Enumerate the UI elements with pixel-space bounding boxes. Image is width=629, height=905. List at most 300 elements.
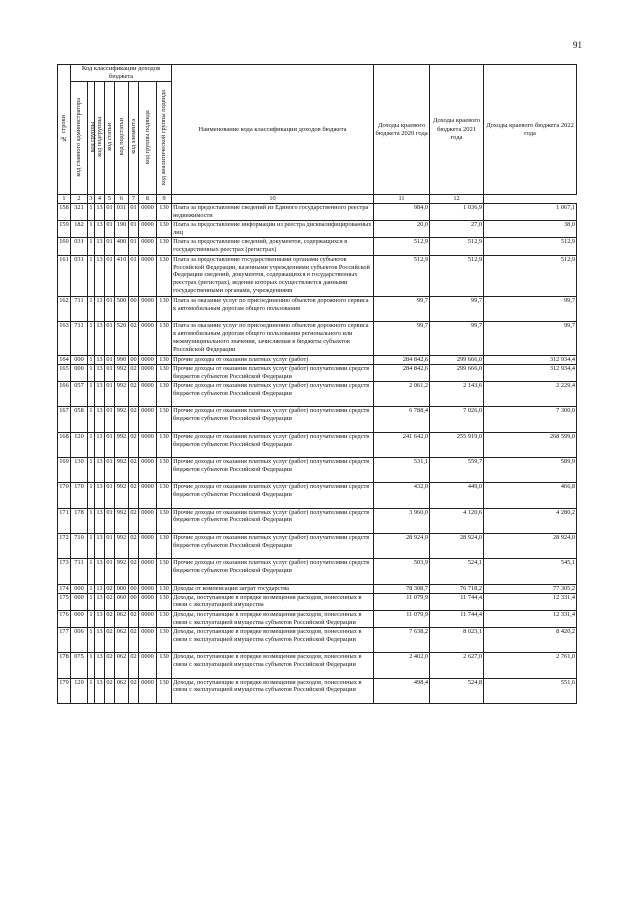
column-number: 11 xyxy=(374,195,430,204)
code-cell: 13 xyxy=(95,508,105,533)
code-cell: 130 xyxy=(157,364,172,381)
code-cell: 992 xyxy=(115,483,129,508)
row-number-cell: 164 xyxy=(59,355,69,363)
code-cell: 178 xyxy=(71,508,88,533)
code-cell: 182 xyxy=(71,221,88,238)
table-row xyxy=(58,483,577,508)
code-cell: 031 xyxy=(71,255,88,297)
code-cell: 01 xyxy=(129,221,139,238)
code-cell: 01 xyxy=(129,255,139,297)
table-row xyxy=(58,533,577,558)
code-cell: 13 xyxy=(95,297,105,322)
code-cell: 992 xyxy=(115,382,129,407)
code-cell: 1 xyxy=(88,221,95,238)
table-row xyxy=(58,255,577,297)
revenue-name-cell: Доходы, поступающие в порядке возмещения расходов, понесенных в связи с эксплуатацией имущества xyxy=(172,593,374,610)
code-cell: 02 xyxy=(129,653,139,678)
code-cell: 13 xyxy=(95,364,105,381)
code-cell: 13 xyxy=(95,593,105,610)
code-cell: 13 xyxy=(95,204,105,221)
value-2020-cell: 531,1 xyxy=(374,458,430,483)
row-number-cell: 178 xyxy=(58,653,71,678)
code-cell: 060 xyxy=(115,593,129,610)
code-cell: 058 xyxy=(71,407,88,432)
value-2020-cell: 503,9 xyxy=(374,559,430,584)
revenue-name-cell: Прочие доходы от оказания платных услуг (работ) получателями средств бюджетов субъектов Российской Федерации xyxy=(172,533,374,558)
table-row xyxy=(58,627,577,652)
code-cell: 02 xyxy=(105,627,115,652)
row-number-cell: 166 xyxy=(58,382,71,407)
row-number-cell: 158 xyxy=(58,204,71,221)
header-code-admin: код главного администратора xyxy=(71,82,88,195)
code-cell: 130 xyxy=(157,204,172,221)
row-number-cell: 159 xyxy=(58,221,71,238)
revenue-name-cell: Доходы, поступающие в порядке возмещения расходов, понесенных в связи с эксплуатацией имущества субъектов Российской Федерации xyxy=(172,653,374,678)
value-2021-cell: 449,0 xyxy=(430,483,484,508)
code-cell: 13 xyxy=(95,533,105,558)
code-cell: 01 xyxy=(105,407,115,432)
column-number: 12 xyxy=(430,195,484,204)
code-cell: 01 xyxy=(105,297,115,322)
code-cell: 01 xyxy=(105,221,115,238)
code-cell: 02 xyxy=(129,407,139,432)
code-cell: 13 xyxy=(95,255,105,297)
code-cell: 13 xyxy=(95,221,105,238)
code-cell: 13 xyxy=(95,610,105,627)
value-2022-cell: 551,6 xyxy=(484,678,577,703)
column-number: 1 xyxy=(58,195,71,204)
code-cell: 075 xyxy=(71,653,88,678)
row-number-cell: 161 xyxy=(58,255,71,297)
table-row xyxy=(58,653,577,678)
value-2021-cell: 11 744,4 xyxy=(430,610,484,627)
code-cell: 02 xyxy=(129,508,139,533)
code-cell: 0000 xyxy=(139,204,157,221)
row-number-cell: 169 xyxy=(58,458,71,483)
revenue-name-cell: Плата за предоставление государственными органами субъектов Российской Федерации, казенными учреждениями субъектов Российской Федерации сведений, документов, содержащихся в государственных реестрах (регистрах), ведение которых осуществляется данными государственными органами, учреждениями xyxy=(172,255,374,297)
code-cell: 1 xyxy=(88,322,95,355)
table-row xyxy=(58,407,577,432)
header-year-2022: Доходы краевого бюджета 2022 года xyxy=(484,65,577,195)
code-cell: 01 xyxy=(129,238,139,255)
code-cell: 02 xyxy=(129,382,139,407)
code-cell: 02 xyxy=(129,559,139,584)
code-cell: 13 xyxy=(95,678,105,703)
code-cell: 1 xyxy=(88,458,95,483)
column-number-row xyxy=(58,195,577,204)
revenue-name-cell: Прочие доходы от оказания платных услуг (работ) получателями средств бюджетов субъектов Российской Федерации xyxy=(172,382,374,407)
value-2020-cell: 241 642,0 xyxy=(374,432,430,457)
row-number-cell: 177 xyxy=(58,627,71,652)
value-2020-cell: 3 960,0 xyxy=(374,508,430,533)
code-cell: 02 xyxy=(129,364,139,381)
code-cell: 1 xyxy=(89,584,93,592)
code-cell: 1 xyxy=(88,238,95,255)
header-row-number-label: № строки xyxy=(60,114,68,142)
code-cell: 130 xyxy=(157,627,172,652)
revenue-name-cell: Плата за предоставление сведений из Единого государственного реестра недвижимости xyxy=(172,204,374,221)
value-2022-cell: 12 331,4 xyxy=(484,610,577,627)
code-cell: 062 xyxy=(115,627,129,652)
code-cell: 130 xyxy=(157,322,172,355)
value-2020-cell: 11 079,9 xyxy=(374,610,430,627)
revenue-name-cell: Прочие доходы от оказания платных услуг (работ) получателями средств бюджетов субъектов Российской Федерации xyxy=(172,559,374,584)
code-cell: 02 xyxy=(106,584,113,592)
code-cell: 130 xyxy=(157,678,172,703)
value-2021-cell: 27,0 xyxy=(430,221,484,238)
code-cell: 00 xyxy=(129,593,139,610)
code-cell: 01 xyxy=(105,432,115,457)
code-cell: 992 xyxy=(115,533,129,558)
table-row xyxy=(58,584,577,593)
value-2022-cell: 268 599,0 xyxy=(484,432,577,457)
code-cell: 1 xyxy=(88,407,95,432)
table-row xyxy=(58,221,577,238)
code-cell: 1 xyxy=(88,483,95,508)
header-code-subgroup: код подгруппы xyxy=(95,82,105,195)
revenue-name-cell: Прочие доходы от оказания платных услуг (работ) получателями средств бюджетов субъектов Российской Федерации xyxy=(172,508,374,533)
code-cell: 0000 xyxy=(139,584,157,593)
code-cell: 130 xyxy=(157,584,172,593)
code-cell: 992 xyxy=(115,364,129,381)
code-cell: 130 xyxy=(157,483,172,508)
code-cell: 031 xyxy=(71,238,88,255)
value-2021-cell: 7 026,0 xyxy=(430,407,484,432)
value-2022-cell: 512,9 xyxy=(484,255,577,297)
column-number: 6 xyxy=(115,195,129,204)
code-cell: 13 xyxy=(95,627,105,652)
code-cell: 0000 xyxy=(139,627,157,652)
code-cell: 02 xyxy=(129,322,139,355)
value-2022-cell: 99,7 xyxy=(484,297,577,322)
code-cell: 710 xyxy=(71,533,88,558)
code-cell: 000 xyxy=(71,593,88,610)
row-number-cell: 162 xyxy=(58,297,71,322)
header-name: Наименование кода классификации доходов бюджета xyxy=(172,65,374,195)
code-cell: 992 xyxy=(115,559,129,584)
revenue-name-cell: Прочие доходы от оказания платных услуг (работ) получателями средств бюджетов субъектов Российской Федерации xyxy=(172,483,374,508)
value-2020-cell: 2 061,2 xyxy=(374,382,430,407)
code-cell: 1 xyxy=(89,355,93,363)
revenue-name-cell: Плата за предоставление сведений, документов, содержащихся в государственных реестрах (регистрах) xyxy=(172,238,374,255)
column-number: 10 xyxy=(172,195,374,204)
value-2022-cell: 312 934,4 xyxy=(484,364,577,381)
code-cell: 0000 xyxy=(139,432,157,457)
value-2021-cell: 559,7 xyxy=(430,458,484,483)
table-row xyxy=(58,432,577,457)
value-2020-cell: 99,7 xyxy=(374,297,430,322)
header-code-group: Код классификации доходов бюджета xyxy=(71,65,172,82)
code-cell: 1 xyxy=(88,255,95,297)
code-cell: 02 xyxy=(105,678,115,703)
value-2020-cell: 284 842,6 xyxy=(374,355,430,364)
value-2022-cell: 2 761,0 xyxy=(484,653,577,678)
row-number-cell: 165 xyxy=(58,364,71,381)
value-2021-cell: 299 666,0 xyxy=(430,364,484,381)
code-cell: 000 xyxy=(71,355,88,364)
code-cell: 711 xyxy=(71,297,88,322)
header-code-subtype-group: код группы подвида xyxy=(139,82,157,195)
row-number-cell: 172 xyxy=(58,533,71,558)
code-cell: 02 xyxy=(129,458,139,483)
code-cell: 130 xyxy=(157,653,172,678)
code-cell: 00 xyxy=(130,584,137,592)
row-number-cell: 163 xyxy=(58,322,71,355)
value-2021-cell: 11 744,4 xyxy=(430,593,484,610)
code-cell: 520 xyxy=(115,322,129,355)
code-cell: 130 xyxy=(157,508,172,533)
code-cell: 02 xyxy=(105,593,115,610)
header-code-analytic-group: код аналитической группы подвида xyxy=(157,82,172,195)
code-cell: 02 xyxy=(105,610,115,627)
code-cell: 130 xyxy=(157,407,172,432)
code-cell: 400 xyxy=(115,238,129,255)
revenue-name-cell: Прочие доходы от оказания платных услуг (работ) получателями средств бюджетов субъектов Российской Федерации xyxy=(172,407,374,432)
code-cell: 02 xyxy=(129,432,139,457)
code-cell: 01 xyxy=(105,204,115,221)
code-cell: 006 xyxy=(71,627,88,652)
value-2022-cell: 545,1 xyxy=(484,559,577,584)
code-cell: 0000 xyxy=(139,382,157,407)
code-cell: 130 xyxy=(71,458,88,483)
value-2021-cell: 1 036,9 xyxy=(430,204,484,221)
code-cell: 130 xyxy=(157,297,172,322)
code-cell: 0000 xyxy=(139,610,157,627)
value-2020-cell: 6 788,4 xyxy=(374,407,430,432)
value-2022-cell: 28 924,0 xyxy=(484,533,577,558)
value-2022-cell: 99,7 xyxy=(484,322,577,355)
code-cell: 02 xyxy=(105,653,115,678)
header-code-element: код элемента xyxy=(129,82,139,195)
header-code-group-col: код группы xyxy=(88,82,95,195)
revenue-name-cell: Прочие доходы от оказания платных услуг (работ) xyxy=(172,355,374,364)
value-2022-cell: 77 305,2 xyxy=(484,584,577,593)
code-cell: 130 xyxy=(157,458,172,483)
table-row xyxy=(58,382,577,407)
code-cell: 1 xyxy=(88,432,95,457)
code-cell: 01 xyxy=(105,483,115,508)
code-cell: 1 xyxy=(88,508,95,533)
revenue-name-cell: Доходы, поступающие в порядке возмещения расходов, понесенных в связи с эксплуатацией имущества субъектов Российской Федерации xyxy=(172,678,374,703)
code-cell: 130 xyxy=(157,593,172,610)
value-2020-cell: 284 842,6 xyxy=(374,364,430,381)
revenue-name-cell: Доходы, поступающие в порядке возмещения расходов, понесенных в связи с эксплуатацией имущества субъектов Российской Федерации xyxy=(172,627,374,652)
table-body xyxy=(58,204,577,704)
value-2022-cell: 38,0 xyxy=(484,221,577,238)
value-2022-cell: 512,9 xyxy=(484,238,577,255)
code-cell: 0000 xyxy=(139,221,157,238)
value-2020-cell: 432,0 xyxy=(374,483,430,508)
code-cell: 170 xyxy=(71,483,88,508)
code-cell: 130 xyxy=(157,255,172,297)
table-row xyxy=(58,508,577,533)
column-number: 4 xyxy=(95,195,105,204)
code-cell: 0000 xyxy=(139,533,157,558)
code-cell: 02 xyxy=(129,627,139,652)
code-cell: 057 xyxy=(71,382,88,407)
table-row xyxy=(58,559,577,584)
code-cell: 02 xyxy=(129,483,139,508)
value-2021-cell: 8 023,1 xyxy=(430,627,484,652)
code-cell: 02 xyxy=(129,678,139,703)
table-row xyxy=(58,355,577,364)
code-cell: 992 xyxy=(115,432,129,457)
row-number-cell: 170 xyxy=(58,483,71,508)
table-row xyxy=(58,610,577,627)
code-cell: 13 xyxy=(95,559,105,584)
header-code-article: код статьи xyxy=(105,82,115,195)
value-2021-cell: 99,7 xyxy=(430,297,484,322)
code-cell: 0000 xyxy=(139,653,157,678)
code-cell: 000 xyxy=(71,584,88,593)
value-2021-cell: 2 627,0 xyxy=(430,653,484,678)
code-cell: 1 xyxy=(88,533,95,558)
code-cell: 01 xyxy=(105,559,115,584)
code-cell: 711 xyxy=(71,322,88,355)
code-cell: 190 xyxy=(115,221,129,238)
code-cell: 120 xyxy=(71,678,88,703)
row-number-cell: 174 xyxy=(59,584,69,592)
code-cell: 13 xyxy=(95,407,105,432)
header-code-subarticle: код подстатьи xyxy=(115,82,129,195)
code-cell: 1 xyxy=(88,382,95,407)
table-row xyxy=(58,204,577,221)
table-row xyxy=(58,458,577,483)
page-number: 91 xyxy=(573,40,582,50)
code-cell: 992 xyxy=(115,458,129,483)
code-cell: 02 xyxy=(129,533,139,558)
code-cell: 1 xyxy=(88,610,95,627)
row-number-cell: 168 xyxy=(58,432,71,457)
code-cell: 321 xyxy=(71,204,88,221)
revenue-name-cell: Плата за оказание услуг по присоединению объектов дорожного сервиса к автомобильным дорогам общего пользования xyxy=(172,297,374,322)
code-cell: 0000 xyxy=(139,483,157,508)
code-cell: 130 xyxy=(157,221,172,238)
code-cell: 992 xyxy=(115,508,129,533)
code-cell: 711 xyxy=(71,559,88,584)
table-row xyxy=(58,593,577,610)
value-2020-cell: 512,9 xyxy=(374,238,430,255)
code-cell: 0000 xyxy=(139,255,157,297)
code-cell: 0000 xyxy=(139,364,157,381)
revenue-name-cell: Прочие доходы от оказания платных услуг (работ) получателями средств бюджетов субъектов Российской Федерации xyxy=(172,432,374,457)
code-cell: 500 xyxy=(115,297,129,322)
code-cell: 130 xyxy=(157,610,172,627)
value-2021-cell: 512,9 xyxy=(430,255,484,297)
code-cell: 01 xyxy=(105,533,115,558)
value-2021-cell: 99,7 xyxy=(430,322,484,355)
code-cell: 13 xyxy=(95,238,105,255)
revenue-classification-table xyxy=(57,64,577,704)
code-cell: 13 xyxy=(96,355,103,363)
row-number-cell: 167 xyxy=(58,407,71,432)
value-2022-cell: 1 067,1 xyxy=(484,204,577,221)
code-cell: 01 xyxy=(105,322,115,355)
code-cell: 000 xyxy=(71,610,88,627)
code-cell: 130 xyxy=(157,382,172,407)
revenue-name-cell: Доходы от компенсации затрат государства xyxy=(172,584,374,593)
code-cell: 13 xyxy=(95,432,105,457)
code-cell: 1 xyxy=(88,593,95,610)
value-2021-cell: 512,9 xyxy=(430,238,484,255)
code-cell: 01 xyxy=(105,364,115,381)
code-cell: 062 xyxy=(115,653,129,678)
code-cell: 130 xyxy=(157,559,172,584)
code-cell: 13 xyxy=(95,322,105,355)
value-2021-cell: 299 666,0 xyxy=(430,355,484,364)
header-year-2020: Доходы краевого бюджета 2020 года xyxy=(374,65,430,195)
row-number-cell: 179 xyxy=(58,678,71,703)
value-2020-cell: 984,0 xyxy=(374,204,430,221)
value-2020-cell: 498,4 xyxy=(374,678,430,703)
revenue-name-cell: Доходы, поступающие в порядке возмещения расходов, понесенных в связи с эксплуатацией имущества субъектов Российской Федерации xyxy=(172,610,374,627)
code-cell: 1 xyxy=(88,297,95,322)
code-cell: 0000 xyxy=(139,322,157,355)
column-number: 8 xyxy=(139,195,157,204)
code-cell: 13 xyxy=(95,458,105,483)
code-cell: 01 xyxy=(105,458,115,483)
value-2020-cell: 20,0 xyxy=(374,221,430,238)
column-number: 2 xyxy=(71,195,88,204)
value-2020-cell: 99,7 xyxy=(374,322,430,355)
code-cell: 031 xyxy=(115,204,129,221)
code-cell: 062 xyxy=(115,678,129,703)
header-row-number xyxy=(58,65,71,195)
value-2021-cell: 2 143,6 xyxy=(430,382,484,407)
value-2022-cell: 8 420,2 xyxy=(484,627,577,652)
code-cell: 0000 xyxy=(139,297,157,322)
code-cell: 130 xyxy=(157,238,172,255)
value-2021-cell: 524,8 xyxy=(430,678,484,703)
row-number-cell: 175 xyxy=(58,593,71,610)
value-2021-cell: 4 120,6 xyxy=(430,508,484,533)
code-cell: 130 xyxy=(157,355,172,364)
code-cell: 01 xyxy=(105,238,115,255)
code-cell: 0000 xyxy=(139,559,157,584)
column-number: 5 xyxy=(105,195,115,204)
column-number: 7 xyxy=(129,195,139,204)
code-cell: 0000 xyxy=(139,458,157,483)
row-number-cell: 173 xyxy=(58,559,71,584)
code-cell: 1 xyxy=(88,364,95,381)
code-cell: 01 xyxy=(106,355,113,363)
code-cell: 130 xyxy=(157,533,172,558)
code-cell: 0000 xyxy=(139,238,157,255)
value-2022-cell: 4 280,2 xyxy=(484,508,577,533)
code-cell: 000 xyxy=(71,364,88,381)
code-cell: 1 xyxy=(88,678,95,703)
value-2021-cell: 28 924,0 xyxy=(430,533,484,558)
code-cell: 1 xyxy=(88,653,95,678)
column-number: 3 xyxy=(89,195,93,203)
code-cell: 130 xyxy=(157,432,172,457)
value-2022-cell: 7 300,0 xyxy=(484,407,577,432)
revenue-name-cell: Плата за предоставление информации из реестра дисквалифицированных лиц xyxy=(172,221,374,238)
table-row xyxy=(58,297,577,322)
revenue-name-cell: Плата за оказание услуг по присоединению объектов дорожного сервиса к автомобильным дорогам общего пользования регионального или межмуниципального значения, зачисляемая в бюджеты субъектов Российской Федерации xyxy=(172,322,374,355)
row-number-cell: 176 xyxy=(58,610,71,627)
value-2020-cell: 78 308,7 xyxy=(374,584,430,593)
value-2020-cell: 2 402,0 xyxy=(374,653,430,678)
code-cell: 0000 xyxy=(139,678,157,703)
table-row xyxy=(58,322,577,355)
value-2022-cell: 466,8 xyxy=(484,483,577,508)
code-cell: 992 xyxy=(115,407,129,432)
table-row xyxy=(58,678,577,703)
value-2021-cell: 255 919,0 xyxy=(430,432,484,457)
code-cell: 0000 xyxy=(139,508,157,533)
table-row xyxy=(58,364,577,381)
